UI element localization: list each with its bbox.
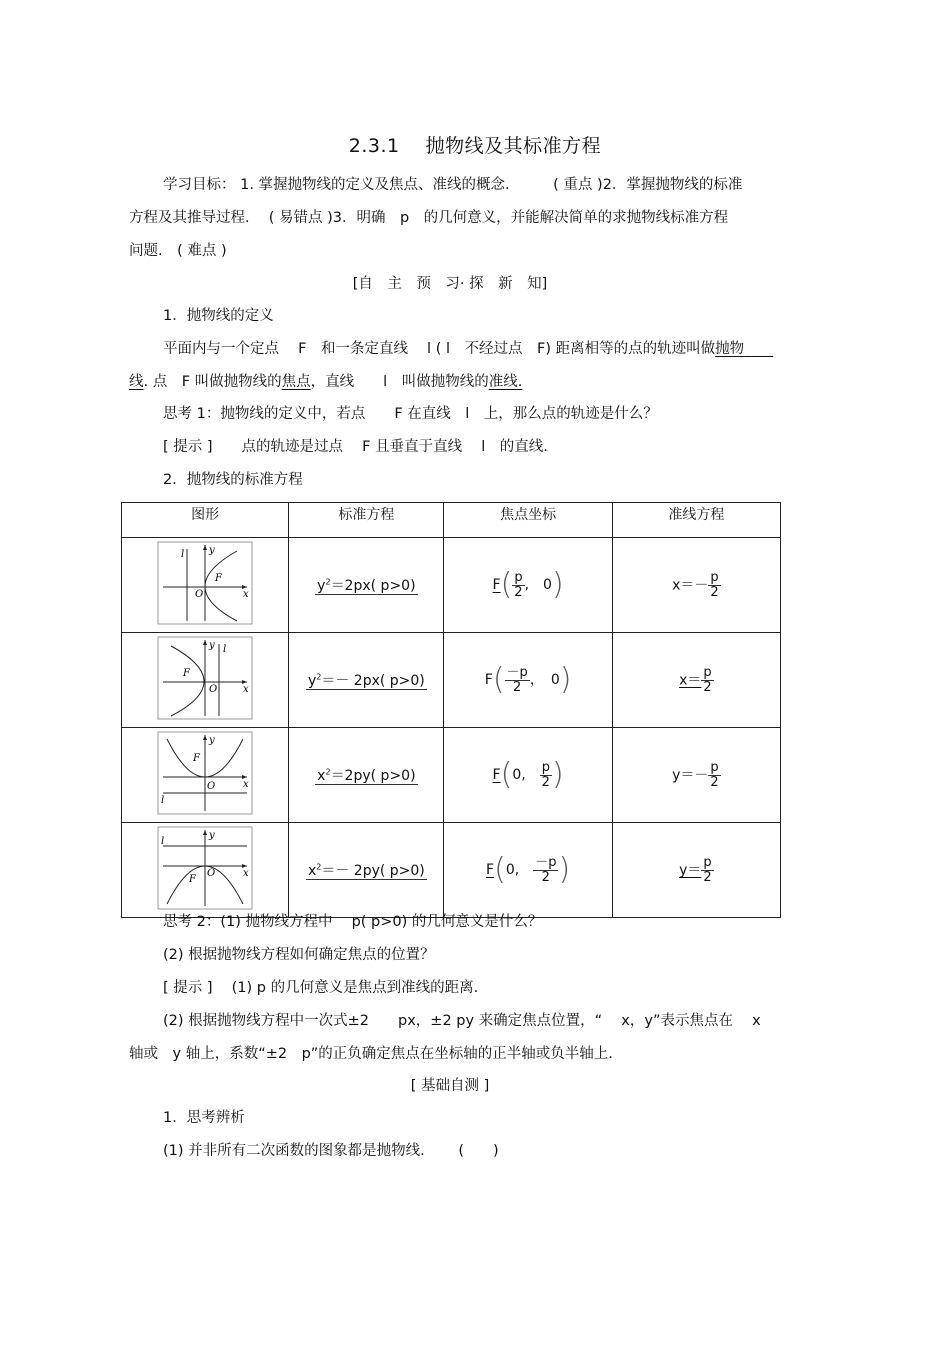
graph-label-f: F xyxy=(189,874,197,885)
graph-label-l: l xyxy=(161,795,165,806)
test-question-1: (1) 并非所有二次函数的图象都是抛物线. ( ) xyxy=(163,1143,499,1159)
goals-line-1: 学习目标： 1. 掌握抛物线的定义及焦点、准线的概念. ( 重点 )2．掌握抛物线的标准 xyxy=(163,177,743,193)
goals-line-3: 问题. ( 难点 ) xyxy=(129,243,227,259)
graph-label-o: O xyxy=(195,589,204,600)
graph-label-o: O xyxy=(207,781,216,792)
table-row xyxy=(122,538,781,633)
table-header-row xyxy=(122,503,781,538)
goals-line-2: 方程及其推导过程. ( 易错点 )3．明确 p 的几何意义，并能解决简单的求抛物线标准方程 xyxy=(129,210,729,226)
standard-equation-table xyxy=(121,502,781,918)
directrix-cell: x＝－ $\frac{p}{2}$ xyxy=(612,538,780,633)
think-2-question-1: 思考 2：(1) 抛物线方程中 p( p>0) 的几何意义是什么？ xyxy=(163,914,543,930)
header-focus: 焦点坐标 xyxy=(444,503,612,538)
equation-cell: $x^2=2py$( p>0) xyxy=(289,728,444,823)
section-selftest-heading: [ 基础自测 ] xyxy=(410,1078,490,1094)
graph-cell xyxy=(122,633,289,728)
graph-label-x: x xyxy=(243,779,249,790)
section-preview-heading: [自 主 预 习· 探 新 知] xyxy=(352,276,548,292)
graph-cell xyxy=(122,823,289,918)
think-2-answer-2b: 轴或 y 轴上，系数“±2 p”的正负确定焦点在坐标轴的正半轴或负半轴上. xyxy=(129,1046,613,1062)
graph-label-o: O xyxy=(209,684,218,695)
graph-label-y: y xyxy=(209,830,215,841)
graph-label-x: x xyxy=(243,684,249,695)
parabola-right-graph xyxy=(157,541,253,625)
directrix-cell: y＝ $\frac{p}{2}$ xyxy=(612,823,780,918)
definition-heading: 1．抛物线的定义 xyxy=(163,308,274,324)
directrix-cell: x＝ $\frac{p}{2}$ xyxy=(612,633,780,728)
directrix-cell: y＝－ $\frac{p}{2}$ xyxy=(612,728,780,823)
focus-cell: F( $\frac{-p}{2}$ ， 0) xyxy=(444,633,612,728)
definition-line-2: 线. 点 F 叫做抛物线的焦点，直线 l 叫做抛物线的准线. xyxy=(129,374,523,390)
graph-label-y: y xyxy=(209,640,215,651)
graph-label-f: F xyxy=(215,573,223,584)
table-row xyxy=(122,633,781,728)
graph-label-x: x xyxy=(243,589,249,600)
focus-cell: F(0, $\frac{-p}{2}$ ) xyxy=(444,823,612,918)
graph-label-l: l xyxy=(223,644,227,655)
graph-cell xyxy=(122,728,289,823)
test-heading: 1．思考辨析 xyxy=(163,1110,245,1126)
graph-label-l: l xyxy=(181,549,185,560)
graph-label-y: y xyxy=(209,735,215,746)
graph-cell xyxy=(122,538,289,633)
table-row xyxy=(122,823,781,918)
standard-equation-heading: 2．抛物线的标准方程 xyxy=(163,472,303,488)
parabola-up-graph xyxy=(157,731,253,815)
focus-cell: F(0, $\frac{p}{2}$ ) xyxy=(444,728,612,823)
header-directrix: 准线方程 xyxy=(612,503,780,538)
graph-label-x: x xyxy=(243,868,249,879)
think-2-answer-1: [ 提示 ] (1) p 的几何意义是焦点到准线的距离. xyxy=(163,980,479,996)
header-graph: 图形 xyxy=(122,503,289,538)
think-2-question-2: (2) 根据抛物线方程如何确定焦点的位置？ xyxy=(163,947,435,963)
think-1-question: 思考 1：抛物线的定义中，若点 F 在直线 l 上，那么点的轨迹是什么？ xyxy=(163,406,658,422)
header-equation: 标准方程 xyxy=(289,503,444,538)
parabola-left-graph xyxy=(157,636,253,720)
graph-label-f: F xyxy=(193,753,201,764)
graph-label-l: l xyxy=(161,836,165,847)
graph-label-o: O xyxy=(207,868,216,879)
graph-label-y: y xyxy=(209,545,215,556)
think-1-hint: [ 提示 ] 点的轨迹是过点 F 且垂直于直线 l 的直线. xyxy=(163,439,548,455)
page-title: 2.3.1 抛物线及其标准方程 xyxy=(348,135,602,157)
equation-cell: $x^2=- 2py$( p>0) xyxy=(289,823,444,918)
think-2-answer-2a: (2) 根据抛物线方程中一次式±2 px，±2 py 来确定焦点位置，“ x，y”表示焦点在 x xyxy=(163,1013,761,1029)
table-row xyxy=(122,728,781,823)
equation-cell: $y^2=2px$( p>0) xyxy=(289,538,444,633)
equation-cell: $y^2=- 2px$( p>0) xyxy=(289,633,444,728)
focus-cell: F( $\frac{p}{2}$ , 0) xyxy=(444,538,612,633)
graph-label-f: F xyxy=(183,668,191,679)
parabola-down-graph xyxy=(157,826,253,910)
definition-line-1: 平面内与一个定点 F 和一条定直线 l ( l 不经过点 F) 距离相等的点的轨迹叫做抛物 xyxy=(163,341,745,357)
